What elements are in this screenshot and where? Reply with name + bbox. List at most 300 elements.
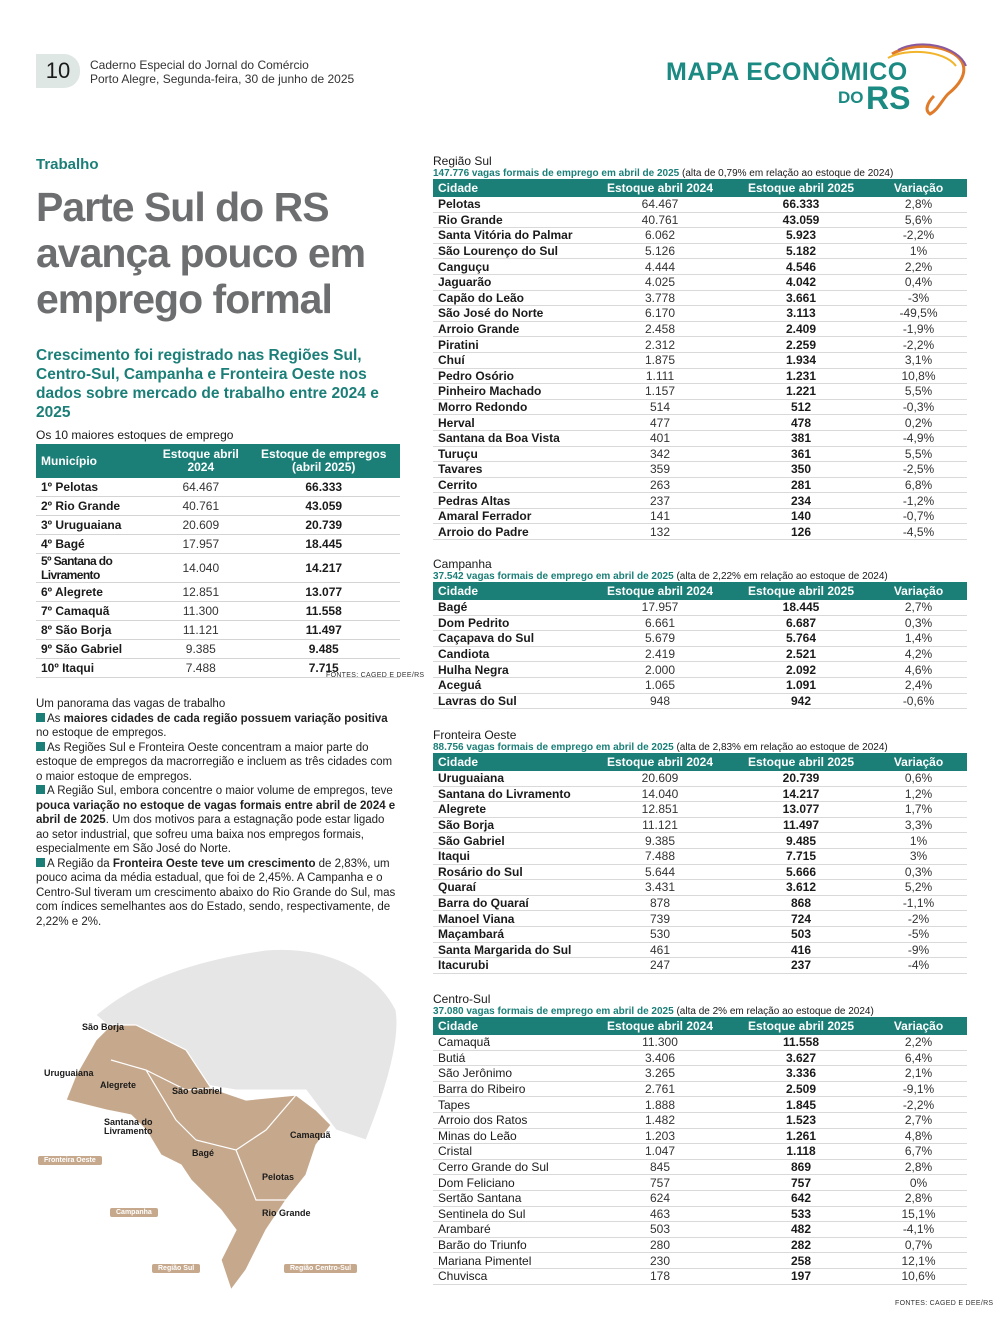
table-row <box>433 259 967 275</box>
table-cell: 416 <box>732 942 870 958</box>
table-cell: 20.739 <box>732 771 870 786</box>
region-subtitle: 37.542 vagas formais de emprego em abril de 2025 (alta de 2,22% em relação ao estoque de 2024) <box>433 571 888 582</box>
table-cell: 5.126 <box>588 243 732 259</box>
table-row <box>433 446 967 462</box>
table-cell: 3% <box>870 848 967 864</box>
table-row <box>433 197 967 212</box>
table-cell: Rio Grande <box>433 212 588 228</box>
table-header: Estoque abril 2025 <box>732 753 870 771</box>
table-cell: 2.000 <box>588 662 732 678</box>
region-title: Fronteira Oeste <box>433 728 517 742</box>
brand-rs: RS <box>866 80 911 116</box>
table-row <box>433 848 967 864</box>
publication-info <box>90 58 354 86</box>
table-cell: Minas do Leão <box>433 1128 588 1144</box>
bullet-square-icon <box>36 858 45 867</box>
table-cell: 2,8% <box>870 1190 967 1206</box>
table-cell: 503 <box>588 1222 732 1238</box>
table-row <box>433 1159 967 1175</box>
table-row <box>433 1066 967 1082</box>
table-cell: São José do Norte <box>433 306 588 322</box>
table-cell: 281 <box>732 477 870 493</box>
table-cell: 5,5% <box>870 446 967 462</box>
table-row <box>433 958 967 974</box>
table-cell: Piratini <box>433 337 588 353</box>
table-cell: 43.059 <box>247 497 400 516</box>
table-cell: -0,3% <box>870 399 967 415</box>
table-row <box>433 399 967 415</box>
table-cell: 3.661 <box>732 290 870 306</box>
table-row <box>433 1128 967 1144</box>
table-cell: Chuvisca <box>433 1268 588 1284</box>
table-cell: 40.761 <box>154 497 247 516</box>
table-cell: 757 <box>732 1175 870 1191</box>
table-cell: 724 <box>732 911 870 927</box>
table-cell: 868 <box>732 895 870 911</box>
table-row <box>433 1050 967 1066</box>
table-cell: 5.644 <box>588 864 732 880</box>
table-cell: 2.761 <box>588 1081 732 1097</box>
table-header: Variação <box>870 1017 967 1035</box>
table-cell: 1.065 <box>588 677 732 693</box>
table-cell: 141 <box>588 508 732 524</box>
table-cell: 6,4% <box>870 1050 967 1066</box>
table-cell: 9.385 <box>588 833 732 849</box>
table-cell: Sertão Santana <box>433 1190 588 1206</box>
table-cell: 14.040 <box>588 786 732 802</box>
table-cell: 0,6% <box>870 771 967 786</box>
table-cell: 64.467 <box>154 478 247 497</box>
table-cell: 1.111 <box>588 368 732 384</box>
table-cell: 624 <box>588 1190 732 1206</box>
table-cell: -4,1% <box>870 1222 967 1238</box>
table-cell: 942 <box>732 693 870 709</box>
table-header: Variação <box>870 582 967 600</box>
table-cell: -4,9% <box>870 430 967 446</box>
table-cell: 10,8% <box>870 368 967 384</box>
table-cell: Uruguaiana <box>433 771 588 786</box>
table-cell: 2,1% <box>870 1066 967 1082</box>
table-cell: -2% <box>870 911 967 927</box>
table-cell: Camaquã <box>433 1035 588 1050</box>
table-cell: Quaraí <box>433 880 588 896</box>
table-row <box>433 384 967 400</box>
table-header: Estoque abril 2025 <box>732 1017 870 1035</box>
table-cell: 263 <box>588 477 732 493</box>
table-cell: 1º Pelotas <box>36 478 154 497</box>
table-cell: Santa Margarida do Sul <box>433 942 588 958</box>
table-cell: 503 <box>732 926 870 942</box>
table-cell: 11.558 <box>732 1035 870 1050</box>
table-row <box>433 880 967 896</box>
table-cell: 66.333 <box>732 197 870 212</box>
table-cell: 2,7% <box>870 600 967 615</box>
table-cell: 3.778 <box>588 290 732 306</box>
table-cell: -9% <box>870 942 967 958</box>
table-cell: 5.923 <box>732 228 870 244</box>
map-city-label: Camaquã <box>290 1130 331 1140</box>
table-cell: 0,3% <box>870 864 967 880</box>
table-row <box>433 677 967 693</box>
table-cell: Dom Pedrito <box>433 615 588 631</box>
table-cell: 178 <box>588 1268 732 1284</box>
table-cell: 14.217 <box>247 554 400 583</box>
subhead: Crescimento foi registrado nas Regiões Sul, Centro-Sul, Campanha e Fronteira Oeste nos dados sobre mercado de trabalho entre 2024 e 2025 <box>36 347 379 421</box>
table-cell: 13.077 <box>247 583 400 602</box>
table-cell: Sentinela do Sul <box>433 1206 588 1222</box>
table-cell: 3.336 <box>732 1066 870 1082</box>
table-row <box>433 352 967 368</box>
brand-do: DO <box>838 88 864 107</box>
table-cell: 13.077 <box>732 802 870 818</box>
table-row <box>36 640 400 659</box>
table-row <box>433 1237 967 1253</box>
table-row <box>433 228 967 244</box>
panorama-paragraph: A Região Sul, embora concentre o maior volume de empregos, teve pouca variação no estoque de vagas formais entre abril de 2024 e abril de 2025. Um dos motivos para a estagnação pode estar ligado ao setor industrial, que sofreu uma baixa nos empregos formais, especialmente em São José do Norte. <box>36 785 396 855</box>
top10-header: Município <box>36 444 154 478</box>
table-cell: 11.300 <box>588 1035 732 1050</box>
table-row <box>433 274 967 290</box>
section-label: Trabalho <box>36 156 99 173</box>
table-row <box>433 415 967 431</box>
table-cell: 234 <box>732 493 870 509</box>
table-cell: Pedro Osório <box>433 368 588 384</box>
table-cell: 5.679 <box>588 631 732 647</box>
table-cell: 1.261 <box>732 1128 870 1144</box>
table-cell: 6.687 <box>732 615 870 631</box>
table-cell: 3º Uruguaiana <box>36 516 154 535</box>
region-table <box>433 1017 967 1285</box>
table-row <box>433 1268 967 1284</box>
table-cell: 3,3% <box>870 817 967 833</box>
table-cell: 2.409 <box>732 321 870 337</box>
table-cell: 2,2% <box>870 1035 967 1050</box>
table-cell: 11.121 <box>588 817 732 833</box>
table-cell: 3.406 <box>588 1050 732 1066</box>
table-cell: 14.217 <box>732 786 870 802</box>
table-cell: 7.715 <box>732 848 870 864</box>
table-cell: 17.957 <box>588 600 732 615</box>
table-cell: Cerrito <box>433 477 588 493</box>
table-cell: 230 <box>588 1253 732 1269</box>
table-cell: 20.609 <box>154 516 247 535</box>
table-cell: Barra do Quaraí <box>433 895 588 911</box>
table-row <box>433 1097 967 1113</box>
table-cell: Amaral Ferrador <box>433 508 588 524</box>
table-cell: -9,1% <box>870 1081 967 1097</box>
panorama-paragraph: A Região da Fronteira Oeste teve um crescimento de 2,83%, um pouco acima da média estadual, que foi de 2,45%. A Campanha e o Centro-Sul tiveram um crescimento abaixo do Rio Grande do Sul, mas com índices semelhantes aos do Estado, sendo, respectivamente, de 2,22% e 2%. <box>36 857 396 928</box>
table-cell: Barão do Triunfo <box>433 1237 588 1253</box>
table-row <box>36 602 400 621</box>
table-row <box>433 833 967 849</box>
headline: Parte Sul do RS avança pouco em emprego formal <box>36 184 366 322</box>
table-cell: 280 <box>588 1237 732 1253</box>
table-cell: 739 <box>588 911 732 927</box>
table-cell: -0,6% <box>870 693 967 709</box>
table-row <box>433 508 967 524</box>
table-cell: 64.467 <box>588 197 732 212</box>
table-cell: 512 <box>732 399 870 415</box>
table-cell: 12.851 <box>154 583 247 602</box>
table-cell: Herval <box>433 415 588 431</box>
rs-map-illustration <box>36 940 406 1300</box>
table-cell: 4,6% <box>870 662 967 678</box>
map-city-label: Bagé <box>192 1148 215 1158</box>
table-cell: -1,1% <box>870 895 967 911</box>
table-cell: 0,7% <box>870 1237 967 1253</box>
table-cell: 3.431 <box>588 880 732 896</box>
table-cell: 361 <box>732 446 870 462</box>
table-cell: 17.957 <box>154 535 247 554</box>
panorama-text <box>36 697 400 929</box>
table-row <box>433 646 967 662</box>
table-cell: 0,4% <box>870 274 967 290</box>
table-header: Estoque abril 2024 <box>588 179 732 197</box>
table-cell: 2.419 <box>588 646 732 662</box>
table-cell: 2.458 <box>588 321 732 337</box>
table-cell: 11.121 <box>154 621 247 640</box>
table-cell: 10º Itaqui <box>36 659 154 678</box>
table-cell: 9.485 <box>732 833 870 849</box>
table-row <box>433 212 967 228</box>
table-cell: 6.661 <box>588 615 732 631</box>
region-map <box>36 940 406 1300</box>
table-row <box>433 290 967 306</box>
table-cell: 20.739 <box>247 516 400 535</box>
bullet-square-icon <box>36 713 45 722</box>
region-fronteira-block <box>433 728 967 974</box>
table-cell: 530 <box>588 926 732 942</box>
table-cell: Jaguarão <box>433 274 588 290</box>
table-row <box>433 1144 967 1160</box>
table-row <box>36 621 400 640</box>
table-cell: Morro Redondo <box>433 399 588 415</box>
table-cell: 9.385 <box>154 640 247 659</box>
table-row <box>433 942 967 958</box>
table-cell: 3.113 <box>732 306 870 322</box>
table-cell: Santa Vitória do Palmar <box>433 228 588 244</box>
table-row <box>36 554 400 583</box>
publication-name: Caderno Especial do Jornal do Comércio <box>90 58 309 72</box>
table-row <box>433 493 967 509</box>
table-cell: 381 <box>732 430 870 446</box>
table-cell: 66.333 <box>247 478 400 497</box>
brand-title: MAPA ECONÔMICO <box>666 58 908 86</box>
table-row <box>433 926 967 942</box>
table-cell: Candiota <box>433 646 588 662</box>
table-cell: 15,1% <box>870 1206 967 1222</box>
table-cell: 282 <box>732 1237 870 1253</box>
table-cell: Santana da Boa Vista <box>433 430 588 446</box>
table-cell: 5,2% <box>870 880 967 896</box>
table-cell: 6,7% <box>870 1144 967 1160</box>
table-cell: 0,3% <box>870 615 967 631</box>
table-cell: 2.259 <box>732 337 870 353</box>
table-cell: 4.025 <box>588 274 732 290</box>
table-cell: 9.485 <box>247 640 400 659</box>
table-row <box>36 535 400 554</box>
table-cell: Arroio do Padre <box>433 524 588 540</box>
table-cell: Chuí <box>433 352 588 368</box>
table-cell: -0,7% <box>870 508 967 524</box>
table-cell: 2.092 <box>732 662 870 678</box>
region-campanha-block <box>433 557 967 709</box>
table-cell: 3.627 <box>732 1050 870 1066</box>
table-cell: Bagé <box>433 600 588 615</box>
map-city-label: Santana do Livramento <box>104 1117 153 1136</box>
bullet-square-icon <box>36 742 45 751</box>
table-cell: 1.845 <box>732 1097 870 1113</box>
table-header: Estoque abril 2024 <box>588 753 732 771</box>
table-header: Cidade <box>433 1017 588 1035</box>
table-row <box>433 802 967 818</box>
table-cell: 1.203 <box>588 1128 732 1144</box>
table-cell: 40.761 <box>588 212 732 228</box>
table-cell: 2º Rio Grande <box>36 497 154 516</box>
table-cell: -2,2% <box>870 228 967 244</box>
table-row <box>433 1206 967 1222</box>
table-cell: -1,2% <box>870 493 967 509</box>
table-row <box>433 321 967 337</box>
region-tag: Campanha <box>110 1208 158 1217</box>
table-cell: 1.523 <box>732 1112 870 1128</box>
table-cell: -2,2% <box>870 337 967 353</box>
table-cell: Turuçu <box>433 446 588 462</box>
region-title: Campanha <box>433 557 492 571</box>
regions-source: FONTES: CAGED E DEE/RS <box>895 1300 994 1307</box>
table-cell: Barra do Ribeiro <box>433 1081 588 1097</box>
table-header: Estoque abril 2025 <box>732 179 870 197</box>
table-cell: 1.875 <box>588 352 732 368</box>
table-cell: Arambaré <box>433 1222 588 1238</box>
top10-header: Estoque de empregos (abril 2025) <box>247 444 400 478</box>
table-cell: -4% <box>870 958 967 974</box>
table-cell: 11.558 <box>247 602 400 621</box>
table-cell: 2.312 <box>588 337 732 353</box>
table-cell: 482 <box>732 1222 870 1238</box>
table-cell: 1% <box>870 243 967 259</box>
table-cell: 1.118 <box>732 1144 870 1160</box>
table-cell: 4.042 <box>732 274 870 290</box>
table-cell: 5.182 <box>732 243 870 259</box>
top10-table <box>36 444 400 678</box>
table-cell: 1,2% <box>870 786 967 802</box>
table-cell: Pedras Altas <box>433 493 588 509</box>
table-cell: 132 <box>588 524 732 540</box>
table-cell: 1.231 <box>732 368 870 384</box>
table-cell: São Gabriel <box>433 833 588 849</box>
table-cell: 11.300 <box>154 602 247 621</box>
table-cell: 1.482 <box>588 1112 732 1128</box>
top10-caption: Os 10 maiores estoques de emprego <box>36 428 234 442</box>
table-cell: 2,7% <box>870 1112 967 1128</box>
table-cell: Mariana Pimentel <box>433 1253 588 1269</box>
table-cell: 18.445 <box>732 600 870 615</box>
table-cell: Manoel Viana <box>433 911 588 927</box>
table-cell: 463 <box>588 1206 732 1222</box>
table-cell: São Jerônimo <box>433 1066 588 1082</box>
table-cell: 9º São Gabriel <box>36 640 154 659</box>
table-cell: 2,8% <box>870 1159 967 1175</box>
table-row <box>36 583 400 602</box>
table-cell: -5% <box>870 926 967 942</box>
map-city-label: Alegrete <box>100 1080 137 1090</box>
table-cell: 6º Alegrete <box>36 583 154 602</box>
table-cell: 1,7% <box>870 802 967 818</box>
table-header: Cidade <box>433 582 588 600</box>
table-row <box>433 631 967 647</box>
table-row <box>433 864 967 880</box>
table-cell: 342 <box>588 446 732 462</box>
table-cell: -3% <box>870 290 967 306</box>
region-tag: Região Sul <box>152 1264 200 1273</box>
table-cell: Itaqui <box>433 848 588 864</box>
table-cell: 1.934 <box>732 352 870 368</box>
table-header: Variação <box>870 179 967 197</box>
map-city-label: Rio Grande <box>262 1208 311 1218</box>
table-cell: 18.445 <box>247 535 400 554</box>
table-row <box>433 462 967 478</box>
table-row <box>433 368 967 384</box>
panorama-paragraph: As Regiões Sul e Fronteira Oeste concentram a maior parte do estoque de empregos da macrorregião e incluem as três cidades com o maior estoque de empregos. <box>36 741 393 783</box>
table-cell: 0,2% <box>870 415 967 431</box>
table-cell: -2,2% <box>870 1097 967 1113</box>
table-cell: Cerro Grande do Sul <box>433 1159 588 1175</box>
region-subtitle: 37.080 vagas formais de emprego em abril de 2025 (alta de 2% em relação ao estoque de 2024) <box>433 1006 874 1017</box>
table-cell: 237 <box>732 958 870 974</box>
table-row <box>433 430 967 446</box>
table-header: Variação <box>870 753 967 771</box>
table-cell: 4,2% <box>870 646 967 662</box>
table-cell: 3,1% <box>870 352 967 368</box>
table-row <box>433 817 967 833</box>
table-header: Estoque abril 2024 <box>588 1017 732 1035</box>
table-cell: Tapes <box>433 1097 588 1113</box>
table-cell: Canguçu <box>433 259 588 275</box>
table-cell: Maçambará <box>433 926 588 942</box>
table-cell: Aceguá <box>433 677 588 693</box>
table-cell: 5º Santana do Livramento <box>36 554 154 583</box>
region-subtitle: 88.756 vagas formais de emprego em abril de 2025 (alta de 2,83% em relação ao estoque de 2024) <box>433 742 888 753</box>
table-row <box>433 337 967 353</box>
table-row <box>433 662 967 678</box>
table-cell: -49,5% <box>870 306 967 322</box>
table-cell: Arroio dos Ratos <box>433 1112 588 1128</box>
table-cell: 7.715 <box>247 659 400 678</box>
bullet-square-icon <box>36 785 45 794</box>
map-city-label: Pelotas <box>262 1172 295 1182</box>
table-cell: 514 <box>588 399 732 415</box>
table-cell: 642 <box>732 1190 870 1206</box>
table-cell: 6,8% <box>870 477 967 493</box>
table-cell: Santana do Livramento <box>433 786 588 802</box>
table-cell: -2,5% <box>870 462 967 478</box>
table-row <box>36 497 400 516</box>
table-cell: 878 <box>588 895 732 911</box>
table-row <box>433 1190 967 1206</box>
table-row <box>433 477 967 493</box>
region-table <box>433 179 967 540</box>
table-cell: Itacurubi <box>433 958 588 974</box>
table-cell: 477 <box>588 415 732 431</box>
panorama-title: Um panorama das vagas de trabalho <box>36 698 226 710</box>
table-cell: 1% <box>870 833 967 849</box>
table-cell: 7º Camaquã <box>36 602 154 621</box>
table-cell: 11.497 <box>732 817 870 833</box>
table-row <box>433 243 967 259</box>
table-cell: 948 <box>588 693 732 709</box>
table-cell: 4º Bagé <box>36 535 154 554</box>
